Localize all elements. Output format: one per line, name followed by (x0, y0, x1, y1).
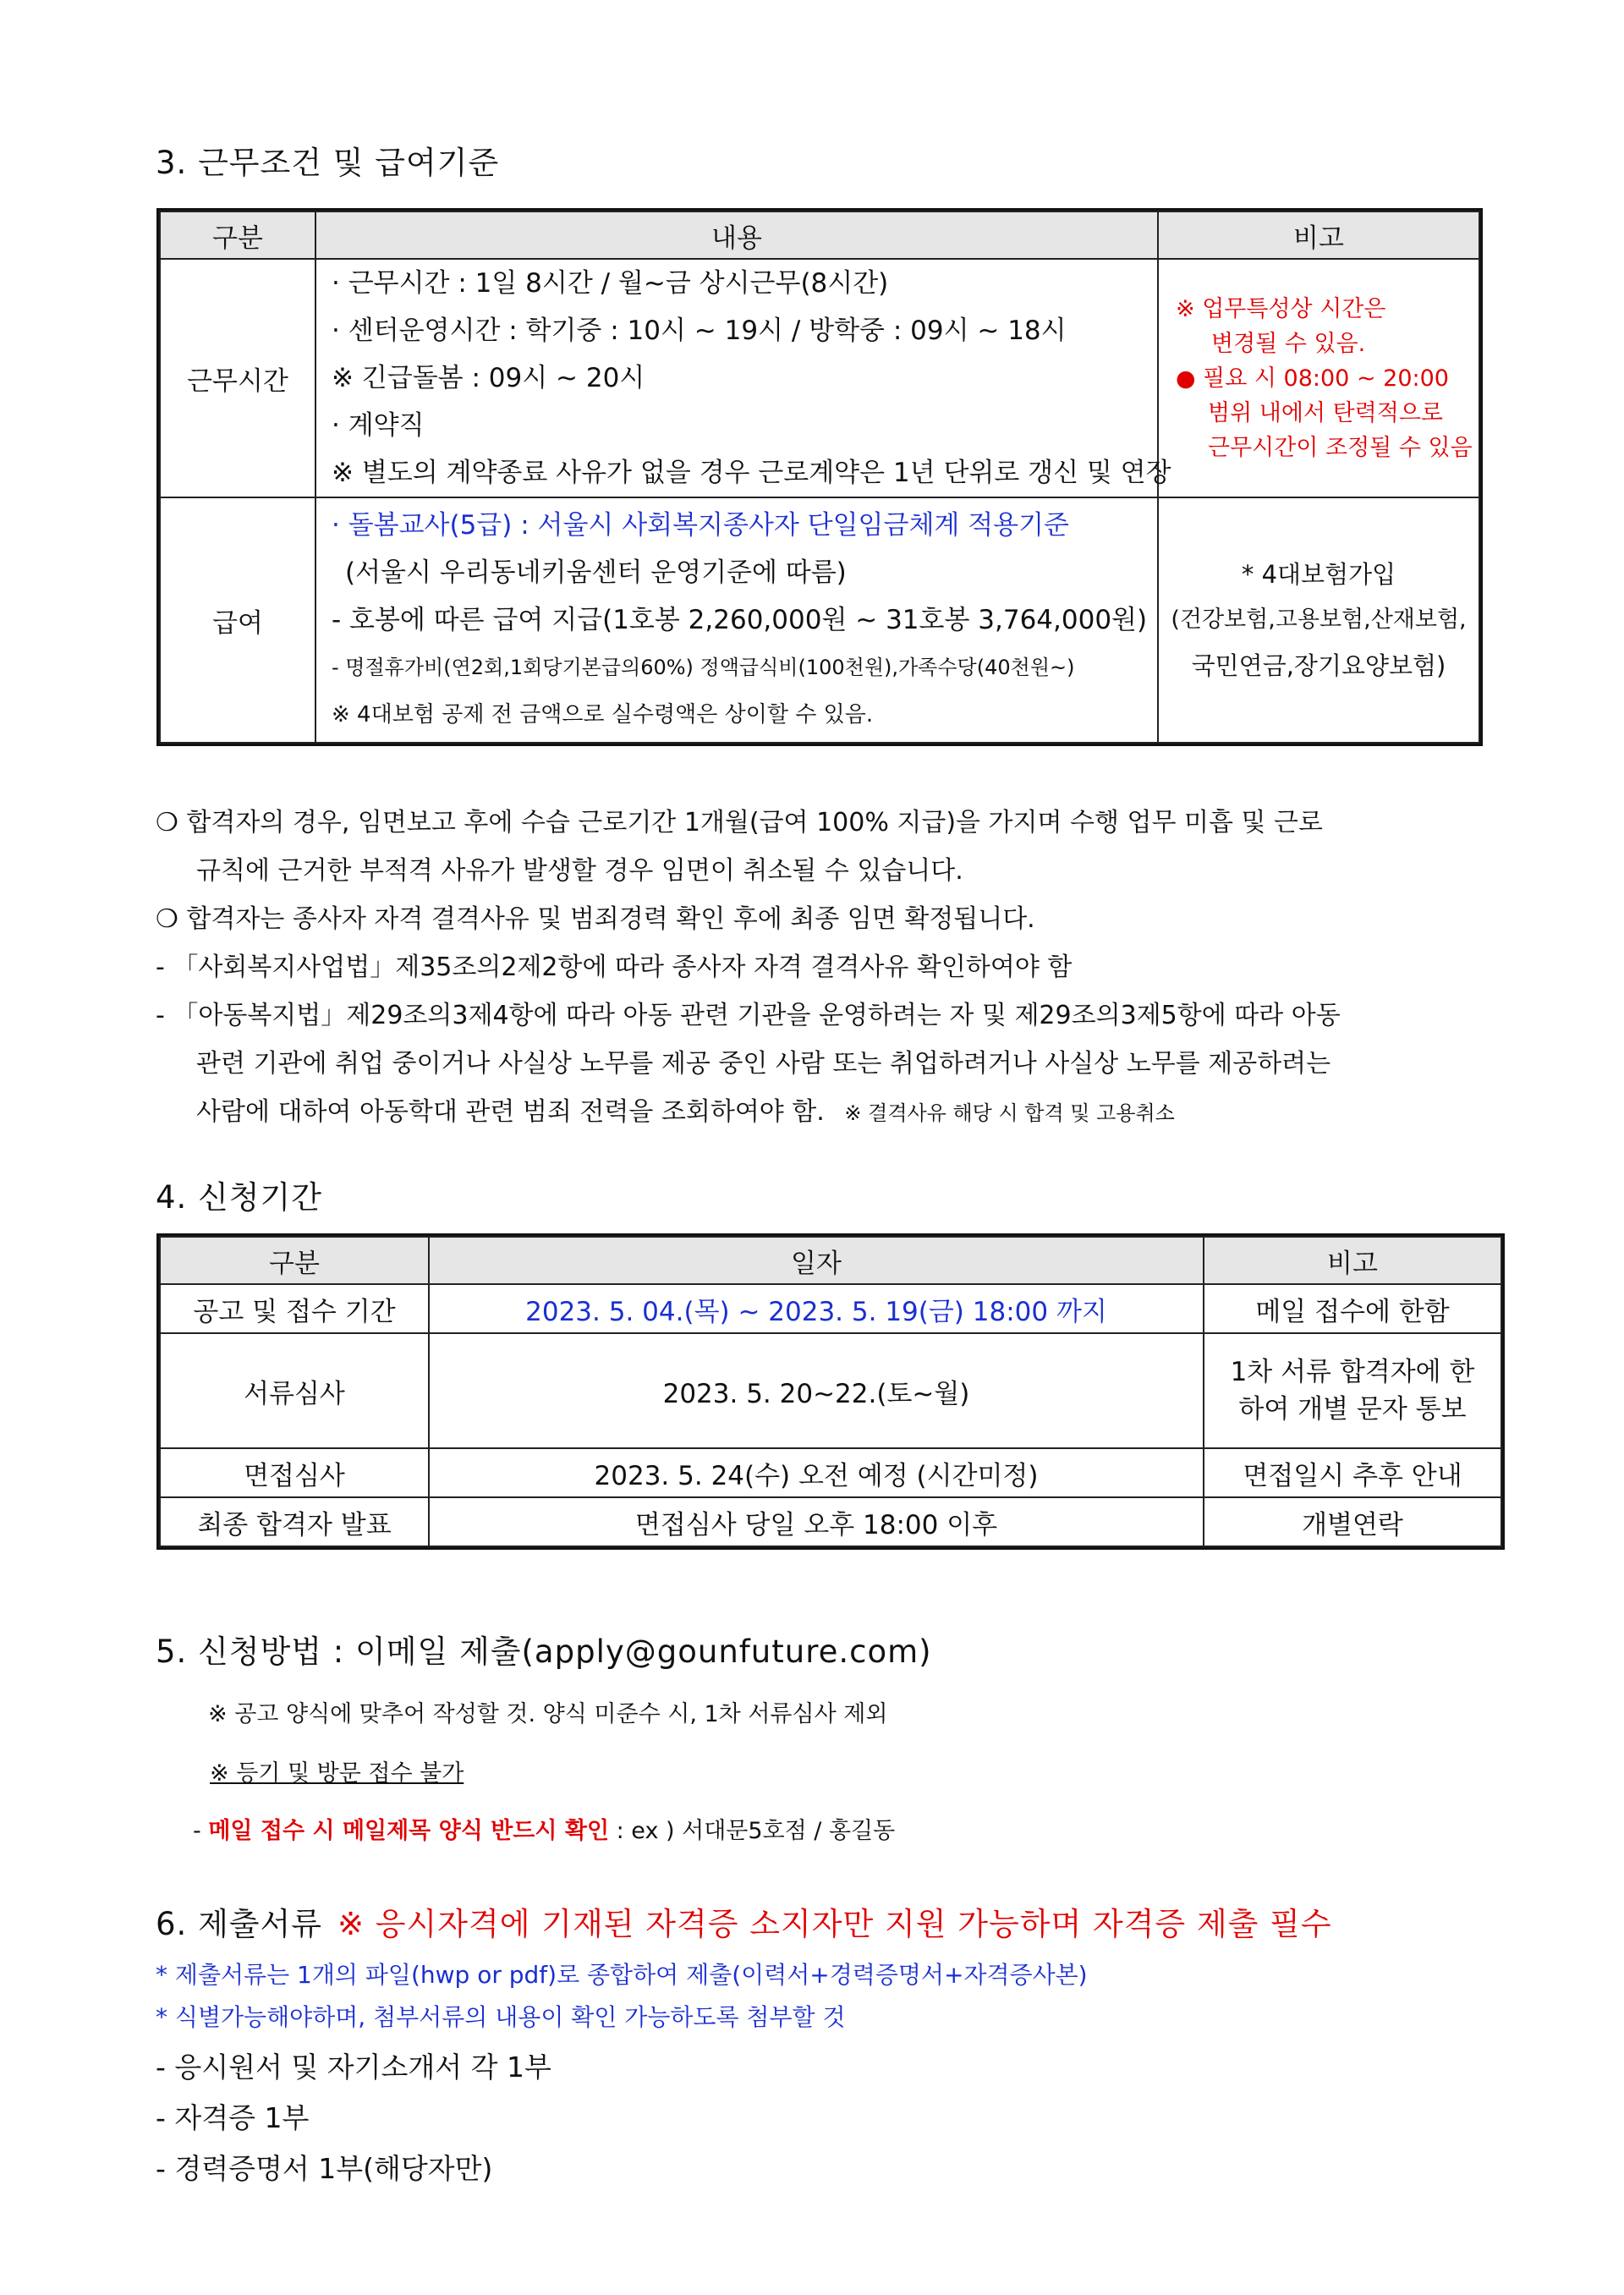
paragraph (156, 1088, 1492, 1138)
header-note: 비고 (1204, 1237, 1501, 1284)
note-line: 범위 내에서 탄력적으로 (1208, 399, 1443, 426)
salary-note (1158, 497, 1479, 743)
note-line: (건강보험,고용보험,산재보험, (1171, 607, 1467, 633)
salary-line: - 명절휴가비(연2회,1회당기본급의60%) 정액급식비(100천원),가족수당(40천원~) (332, 656, 1075, 679)
work-conditions-table (159, 211, 1480, 744)
table-row (160, 1284, 1501, 1333)
table-row (160, 1333, 1501, 1448)
header-category: 구분 (160, 1237, 429, 1284)
label-work-hours: 근무시간 (160, 259, 315, 497)
salary-line: · 돌봄교사(5급) : 서울시 사회복지종사자 단일임금체계 적용기준 (332, 510, 1069, 541)
disqualification-note: ※ 결격사유 해당 시 합격 및 고용취소 (844, 1101, 1175, 1125)
table-header-row (160, 1237, 1501, 1284)
apply-note-prefix: - (193, 1818, 209, 1844)
table-row-work-hours (160, 259, 1479, 497)
row-label: 최종 합격자 발표 (160, 1497, 429, 1546)
section-6-heading: 6. 제출서류 (156, 1906, 323, 1942)
note-line: 변경될 수 있음. (1211, 330, 1366, 357)
row-label: 면접심사 (160, 1448, 429, 1497)
docs-item: - 경력증명서 1부(해당자만) (156, 2152, 493, 2185)
note-line: ● 필요 시 08:00 ~ 20:00 (1176, 365, 1449, 392)
application-period-table (159, 1236, 1502, 1547)
paragraph: - 「아동복지법」제29조의3제4항에 따라 아동 관련 기관을 운영하려는 자 및 제29조의3제5항에 따라 아동 (156, 1001, 1341, 1030)
row-note: 1차 서류 합격자에 한하여 개별 문자 통보 (1204, 1333, 1501, 1448)
work-hours-content (315, 259, 1171, 497)
row-date: 면접심사 당일 오후 18:00 이후 (429, 1497, 1204, 1546)
section-3-title: 3. 근무조건 및 급여기준 (156, 145, 500, 181)
paragraph: 규칙에 근거한 부적격 사유가 발생할 경우 임면이 취소될 수 있습니다. (196, 856, 963, 886)
paragraph: - 「사회복지사업법」제35조의2제2항에 따라 종사자 자격 결격사유 확인하여야 함 (156, 953, 1073, 982)
section-6-warning: ※ 응시자격에 기재된 자격증 소지자만 지원 가능하며 자격증 제출 필수 (337, 1906, 1332, 1942)
note-line: 근무시간이 조정될 수 있음 (1208, 434, 1473, 461)
paragraph: 관련 기관에 취업 중이거나 사실상 노무를 제공 중인 사람 또는 취업하려거나 사실상 노무를 제공하려는 (196, 1049, 1331, 1079)
salary-content (315, 497, 1158, 743)
section-5-title: 5. 신청방법 : 이메일 제출(apply@gounfuture.com) (156, 1633, 932, 1670)
table-row (160, 1497, 1501, 1546)
apply-note-1: ※ 공고 양식에 맞추어 작성할 것. 양식 미준수 시, 1차 서류심사 제외 (208, 1701, 888, 1727)
work-hours-line: · 센터운영시간 : 학기중 : 10시 ~ 19시 / 방학중 : 09시 ~ 18시 (332, 316, 1067, 346)
row-date: 2023. 5. 04.(목) ~ 2023. 5. 19(금) 18:00 까지 (429, 1284, 1204, 1333)
header-note: 비고 (1158, 211, 1479, 259)
section-4-title: 4. 신청기간 (156, 1179, 323, 1216)
work-hours-line: · 근무시간 : 1일 8시간 / 월~금 상시근무(8시간) (332, 268, 889, 299)
apply-note-example: : ex ) 서대문5호점 / 홍길동 (609, 1818, 896, 1844)
docs-item: - 응시원서 및 자기소개서 각 1부 (156, 2051, 551, 2084)
note-line: ※ 업무특성상 시간은 (1176, 295, 1386, 322)
row-date: 2023. 5. 24(수) 오전 예정 (시간미정) (429, 1448, 1204, 1497)
apply-note-3 (193, 1812, 895, 1845)
notice-paragraphs (156, 799, 1492, 1138)
label-salary: 급여 (160, 497, 315, 743)
row-date: 2023. 5. 20~22.(토~월) (429, 1333, 1204, 1448)
apply-note-2: ※ 등기 및 방문 접수 불가 (210, 1760, 464, 1787)
note-line: * 4대보험가입 (1241, 560, 1396, 589)
work-hours-line: ※ 긴급돌봄 : 09시 ~ 20시 (332, 363, 645, 393)
work-hours-line: ※ 별도의 계약종료 사유가 없을 경우 근로계약은 1년 단위로 갱신 및 연장 (332, 458, 1171, 488)
table-row (160, 1448, 1501, 1497)
paragraph: ❍ 합격자의 경우, 임면보고 후에 수습 근로기간 1개월(급여 100% 지급)을 가지며 수행 업무 미흡 및 근로 (156, 808, 1323, 837)
salary-line: - 호봉에 따른 급여 지급(1호봉 2,260,000원 ~ 31호봉 3,764,000원) (332, 605, 1148, 635)
header-content: 내용 (315, 211, 1158, 259)
row-note: 면접일시 추후 안내 (1204, 1448, 1501, 1497)
work-hours-note (1158, 259, 1479, 497)
salary-line: (서울시 우리동네키움센터 운영기준에 따름) (345, 557, 847, 588)
row-note: 개별연락 (1204, 1497, 1501, 1546)
header-date: 일자 (429, 1237, 1204, 1284)
paragraph: ❍ 합격자는 종사자 자격 결격사유 및 범죄경력 확인 후에 최종 임면 확정됩니다. (156, 904, 1035, 934)
row-label: 공고 및 접수 기간 (160, 1284, 429, 1333)
docs-blue-note-1: * 제출서류는 1개의 파일(hwp or pdf)로 종합하여 제출(이력서+경력증명서+자격증사본) (156, 1961, 1088, 1989)
docs-blue-note-2: * 식별가능해야하며, 첨부서류의 내용이 확인 가능하도록 첨부할 것 (156, 2003, 846, 2031)
docs-item: - 자격증 1부 (156, 2101, 310, 2134)
work-hours-line: · 계약직 (332, 410, 425, 441)
table-header-row (160, 211, 1479, 259)
salary-line: ※ 4대보험 공제 전 금액으로 실수령액은 상이할 수 있음. (332, 702, 874, 727)
email-subject-warning: 메일 접수 시 메일제목 양식 반드시 확인 (208, 1818, 610, 1844)
table-row-salary (160, 497, 1479, 743)
section-6-title (156, 1898, 1332, 1944)
paragraph-text: 사람에 대하여 아동학대 관련 범죄 전력을 조회하여야 함. (196, 1097, 825, 1127)
header-category: 구분 (160, 211, 315, 259)
note-line: 국민연금,장기요양보험) (1191, 651, 1446, 680)
row-label: 서류심사 (160, 1333, 429, 1448)
row-note: 메일 접수에 한함 (1204, 1284, 1501, 1333)
